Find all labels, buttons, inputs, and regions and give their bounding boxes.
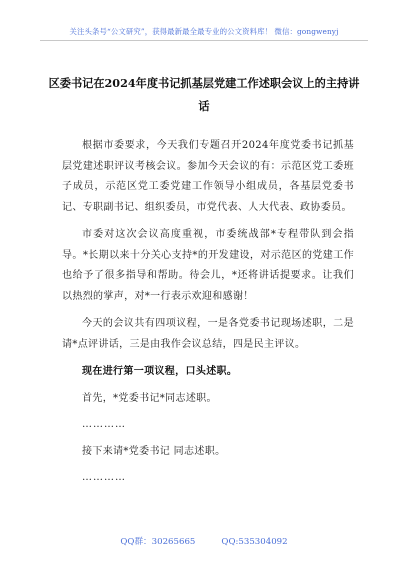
document-title: 区委书记在2024年度书记抓基层党建工作述职会议上的主持讲话 [48, 76, 360, 113]
paragraph-welcome: 市委对这次会议高度重视，市委统战部*专程带队到会指导。*长期以来十分关心支持*的开发建设，对示范区的党建工作也给予了很多指导和帮助。待会儿，*还将讲话提要求。让我们以热烈的掌声，对*一行表示欢迎和感谢！ [62, 229, 354, 302]
ellipsis-separator: ………… [82, 472, 126, 483]
ellipsis-separator: ………… [82, 419, 126, 430]
footer-contact [0, 535, 408, 547]
next-report-line: 接下来请*党委书记 同志述职。 [82, 445, 226, 457]
footer-qq-number: QQ:535304092 [221, 537, 288, 547]
header-banner: 关注头条号“公文研究”，获得最新最全最专业的公文资料库！ 微信：gongwenyj [69, 27, 339, 36]
header-divider [40, 40, 368, 41]
agenda-heading: 现在进行第一项议程，口头述职。 [82, 366, 238, 377]
footer-qq-group: QQ群：30265665 [120, 537, 196, 547]
paragraph-intro: 根据市委要求，今天我们专题召开2024年度党委书记抓基层党建述职评议考核会议。参加今天会议的有：示范区党工委班子成员，示范区党工委党建工作领导小组成员，各基层党委书记、专职副书记、组织委员，市党代表、人大代表、政协委员。 [62, 140, 354, 213]
first-report-line: 首先，*党委书记*同志述职。 [82, 392, 217, 404]
document-body [62, 136, 354, 495]
paragraph-agenda: 今天的会议共有四项议程，一是各党委书记现场述职，二是请*点评讲话，三是由我作会议总结，四是民主评议。 [62, 318, 354, 350]
